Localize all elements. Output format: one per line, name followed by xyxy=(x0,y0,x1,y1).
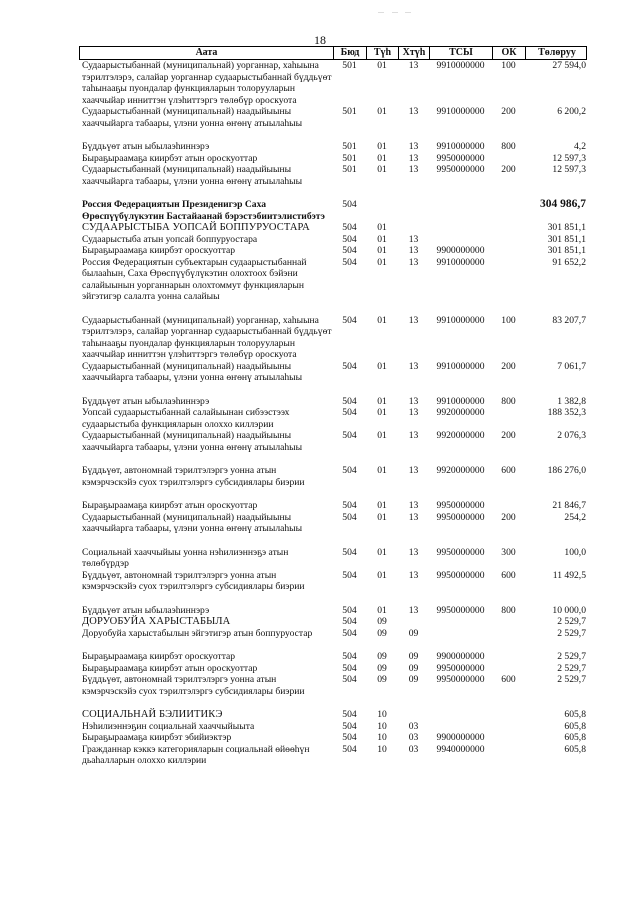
row-xtyh: 13 xyxy=(408,465,419,476)
row-biud: 504 xyxy=(342,546,357,558)
row-tsy: 9950000000 xyxy=(436,500,485,511)
header-biud: Бюд xyxy=(334,47,367,59)
row-biud: 504 xyxy=(342,430,357,441)
row-xtyh: 13 xyxy=(408,395,419,407)
row-xtyh: 13 xyxy=(408,106,419,117)
row-amount: 6 200,2 xyxy=(557,106,586,117)
table-row xyxy=(79,222,587,234)
row-amount: 83 207,7 xyxy=(552,314,586,326)
row-tyh: 09 xyxy=(377,627,387,639)
row-xtyh: 13 xyxy=(408,604,419,616)
scan-mark xyxy=(378,12,384,13)
row-ok: 200 xyxy=(501,106,516,117)
row-xtyh: 09 xyxy=(408,651,419,662)
row-ok: 800 xyxy=(501,604,516,616)
row-ok: 600 xyxy=(501,465,516,476)
row-tsy: 9950000000 xyxy=(436,662,485,674)
row-name: Бүддьүөт атын ыбылаэһиннэрэ xyxy=(82,604,210,616)
table-row xyxy=(79,257,587,303)
row-amount: 2 529,7 xyxy=(557,627,586,639)
row-name: Бүддьүөт, автономнай тэрилтэлэргэ уонна атын кэмэрчэскэйэ суох тэрилтэлэргэ субсидиялары биэрии xyxy=(82,569,305,592)
row-amount: 254,2 xyxy=(564,511,586,523)
row-amount: 301 851,1 xyxy=(547,222,586,233)
row-ok xyxy=(492,500,525,512)
row-xtyh: 13 xyxy=(408,233,419,245)
table-header xyxy=(79,46,587,60)
row-name: Быраҕыраамаҕа киирбэт атын ороскуоттар xyxy=(82,662,258,674)
row-name: Судаарыстыбаннай (муниципальнай) наадыйыыны хааччыйарга табаары, үлэни уонна өҥөнү атыылаһыы xyxy=(82,360,303,383)
row-amount: 91 652,2 xyxy=(552,256,586,268)
row-tyh: 01 xyxy=(377,141,387,152)
row-name: Судаарыстыбаннай (муниципальнай) уорганнар, хаһыына тэрилтэлэрэ, салайар уорганнар судаарыстыбаннай бүддьүөт таһынааҕы пуондалар функцияларын толорууларын хааччыйар инниттэн үлэһиттэргэ төлөбүр ороскуота xyxy=(82,60,332,106)
row-amount: 4,2 xyxy=(574,141,586,152)
row-amount: 605,8 xyxy=(564,720,586,732)
row-ok xyxy=(492,234,525,246)
row-tyh: 01 xyxy=(377,604,387,616)
row-tyh: 01 xyxy=(377,546,387,558)
table-row xyxy=(79,153,587,165)
row-xtyh: 13 xyxy=(408,430,419,441)
row-xtyh: 13 xyxy=(408,245,419,256)
row-xtyh xyxy=(398,616,429,628)
row-amount: 188 352,3 xyxy=(547,407,586,418)
row-name: Судаарыстыбаннай (муниципальнай) наадыйыыны хааччыйарга табаары, үлэни уонна өҥөнү атыылаһыы xyxy=(82,164,303,187)
row-name: Судаарыстыбаннай (муниципальнай) уорганнар, хаһыына тэрилтэлэрэ, салайар уорганнар судаарыстыбаннай бүддьүөт таһынааҕы пуондалар функцияларын толорууларын хааччыйар инниттэн үлэһиттэргэ төлөбүр ороскуота xyxy=(82,314,332,360)
page-number: 18 xyxy=(314,33,326,47)
row-tsy: 9900000000 xyxy=(436,732,485,743)
row-tyh: 01 xyxy=(377,360,387,372)
table-row xyxy=(79,245,587,257)
row-tsy: 9910000000 xyxy=(436,60,485,71)
row-xtyh: 03 xyxy=(408,720,419,732)
table-row xyxy=(79,234,587,246)
row-ok: 100 xyxy=(501,314,516,326)
row-ok xyxy=(492,744,525,767)
row-tyh: 01 xyxy=(377,511,387,523)
scan-mark xyxy=(392,12,398,13)
row-tsy xyxy=(429,222,492,234)
table-row xyxy=(79,616,587,628)
row-tyh: 01 xyxy=(377,430,387,441)
row-name: Быраҕыраамаҕа киирбэт атын ороскуоттар xyxy=(82,500,258,511)
header-xtyh: Хтүһ xyxy=(399,47,430,59)
row-tyh: 10 xyxy=(377,709,387,720)
row-tsy: 9910000000 xyxy=(436,314,485,326)
row-tsy: 9900000000 xyxy=(436,651,485,662)
row-spacer xyxy=(79,593,587,605)
row-tsy: 9950000000 xyxy=(436,604,485,616)
row-biud: 504 xyxy=(342,256,357,268)
row-tsy: 9910000000 xyxy=(436,141,485,152)
table-row xyxy=(79,547,587,570)
row-tyh: 01 xyxy=(377,164,387,175)
row-tyh: 01 xyxy=(377,222,387,233)
row-spacer xyxy=(79,129,587,141)
row-xtyh: 13 xyxy=(408,407,419,418)
row-biud: 504 xyxy=(342,245,357,256)
row-name: ДОРУОБУЙА ХАРЫСТАБЫЛА xyxy=(82,616,231,627)
row-ok xyxy=(492,709,525,721)
row-tyh: 01 xyxy=(377,106,387,117)
row-tyh: 01 xyxy=(377,60,387,71)
row-ok xyxy=(492,616,525,628)
row-ok: 300 xyxy=(501,546,516,558)
row-xtyh: 09 xyxy=(408,674,419,685)
row-tsy: 9910000000 xyxy=(436,106,485,117)
row-tsy: 9950000000 xyxy=(436,164,485,175)
row-tyh: 01 xyxy=(377,407,387,418)
row-name: Быраҕыраамаҕа киирбэт атын ороскуоттар xyxy=(82,152,258,164)
row-name: Бүддьүөт, автономнай тэрилтэлэргэ уонна атын кэмэрчэскэйэ суох тэрилтэлэргэ субсидиялары биэрии xyxy=(82,465,305,488)
row-biud: 504 xyxy=(342,511,357,523)
row-ok xyxy=(492,663,525,675)
row-tyh: 01 xyxy=(377,569,387,581)
row-biud: 504 xyxy=(342,199,357,210)
row-tsy xyxy=(429,199,492,222)
table-row xyxy=(79,361,587,384)
row-ok xyxy=(492,732,525,744)
row-xtyh: 09 xyxy=(408,662,419,674)
row-ok xyxy=(492,153,525,165)
row-xtyh: 13 xyxy=(408,164,419,175)
budget-table xyxy=(79,46,587,767)
row-biud: 504 xyxy=(342,616,357,627)
row-biud: 504 xyxy=(342,222,357,233)
row-biud: 504 xyxy=(342,627,357,639)
table-row xyxy=(79,396,587,408)
row-tyh: 09 xyxy=(377,662,387,674)
row-xtyh: 13 xyxy=(408,152,419,164)
header-tsy: ТСЫ xyxy=(430,47,493,59)
row-biud: 504 xyxy=(342,674,357,685)
row-amount: 2 529,7 xyxy=(557,616,586,627)
row-xtyh xyxy=(398,199,429,222)
row-ok: 200 xyxy=(501,360,516,372)
row-name: Судаарыстыбаннай (муниципальнай) наадыйыыны хааччыйарга табаары, үлэни уонна өҥөнү атыылаһыы xyxy=(82,430,303,453)
table-row xyxy=(79,315,587,361)
row-biud: 504 xyxy=(342,314,357,326)
row-tyh: 01 xyxy=(377,395,387,407)
row-name: Бүддьүөт атын ыбылаэһиннэрэ xyxy=(82,141,210,152)
row-tsy xyxy=(429,234,492,246)
row-xtyh xyxy=(398,222,429,234)
row-name: СОЦИАЛЬНАЙ БЭЛИИТИКЭ xyxy=(82,709,223,720)
row-spacer xyxy=(79,453,587,465)
row-biud: 501 xyxy=(342,164,357,175)
row-tyh: 01 xyxy=(377,314,387,326)
row-tsy xyxy=(429,709,492,721)
row-amount: 11 492,5 xyxy=(552,569,586,581)
row-tyh: 09 xyxy=(377,651,387,662)
row-name: Судаарыстыбаннай (муниципальнай) наадыйыыны хааччыйарга табаары, үлэни уонна өҥөнү атыылаһыы xyxy=(82,106,303,129)
row-amount: 301 851,1 xyxy=(547,233,586,245)
row-name: Судаарыстыба атын уопсай боппуруостара xyxy=(82,233,258,245)
row-tsy: 9910000000 xyxy=(436,395,485,407)
row-tyh xyxy=(366,199,398,222)
row-tyh: 09 xyxy=(377,616,387,627)
row-biud: 504 xyxy=(342,732,357,743)
row-tsy: 9950000000 xyxy=(436,152,485,164)
row-biud: 501 xyxy=(342,152,357,164)
header-tolor: Төлөруу xyxy=(538,47,576,58)
row-tyh: 01 xyxy=(377,465,387,476)
row-ok: 600 xyxy=(501,569,516,581)
row-amount: 1 382,8 xyxy=(557,395,586,407)
row-biud: 504 xyxy=(342,743,357,755)
row-tsy xyxy=(429,721,492,733)
row-ok xyxy=(492,721,525,733)
row-tsy: 9900000000 xyxy=(436,245,485,256)
table-row xyxy=(79,605,587,617)
table-row xyxy=(79,732,587,744)
table-row xyxy=(79,430,587,453)
row-tyh: 10 xyxy=(377,732,387,743)
table-row xyxy=(79,674,587,697)
row-name: Гражданнар кэккэ категорияларын социальнай өйөөһүн дьаһалларын олоххо киллэрии xyxy=(82,743,310,766)
row-biud: 504 xyxy=(342,360,357,372)
table-row xyxy=(79,709,587,721)
row-ok xyxy=(492,257,525,303)
row-amount: 12 597,3 xyxy=(552,164,586,175)
row-amount: 605,8 xyxy=(564,709,586,720)
row-tsy: 9910000000 xyxy=(436,360,485,372)
table-row xyxy=(79,628,587,640)
row-name: Бүддьүөт атын ыбылаэһиннэрэ xyxy=(82,395,210,407)
row-tsy: 9950000000 xyxy=(436,511,485,523)
header-name: Аата xyxy=(80,47,334,59)
row-name: СУДААРЫСТЫБА УОПСАЙ БОППУРУОСТАРА xyxy=(82,222,310,233)
row-tyh: 09 xyxy=(377,674,387,685)
row-xtyh: 13 xyxy=(408,256,419,268)
row-xtyh: 13 xyxy=(408,60,419,71)
row-name: Быраҕыраамаҕа киирбэт ороскуоттар xyxy=(82,651,236,662)
row-xtyh: 13 xyxy=(408,360,419,372)
table-body xyxy=(79,60,587,767)
row-tyh: 10 xyxy=(377,743,387,755)
row-ok xyxy=(492,245,525,257)
row-name: Бүддьүөт, автономнай тэрилтэлэргэ уонна атын кэмэрчэскэйэ суох тэрилтэлэргэ субсидиялары биэрии xyxy=(82,674,305,697)
row-name: Судаарыстыбаннай (муниципальнай) наадыйыыны хааччыйарга табаары, үлэни уонна өҥөнү атыылаһыы xyxy=(82,511,303,534)
row-xtyh: 03 xyxy=(408,732,419,743)
row-name: Быраҕыраамаҕа киирбэт ороскуоттар xyxy=(82,245,236,256)
row-amount: 304 986,7 xyxy=(540,198,586,210)
row-name: Россия Федерациятын субъектарын судаарыстыбаннай былааһын, Саха Өрөспүүбүлүкэтин олохтоох бэйэни салайыынын уорганнарын олохтоммут функцияларын эйгэтигэр салалта уонна салайыы xyxy=(82,256,307,302)
row-amount: 27 594,0 xyxy=(552,60,586,71)
row-amount: 2 076,3 xyxy=(557,430,586,441)
row-tyh: 01 xyxy=(377,256,387,268)
row-xtyh: 13 xyxy=(408,511,419,523)
row-xtyh: 09 xyxy=(408,627,419,639)
row-ok: 200 xyxy=(501,511,516,523)
row-amount: 301 851,1 xyxy=(547,245,586,256)
row-ok: 800 xyxy=(501,141,516,152)
row-tyh: 01 xyxy=(377,500,387,511)
row-spacer xyxy=(79,697,587,709)
row-ok xyxy=(492,407,525,430)
row-xtyh: 13 xyxy=(408,141,419,152)
row-tyh: 10 xyxy=(377,720,387,732)
row-tyh: 01 xyxy=(377,152,387,164)
table-row xyxy=(79,512,587,535)
row-name: Быраҕыраамаҕа киирбэт эбийиэктэр xyxy=(82,732,232,743)
row-ok: 200 xyxy=(501,430,516,441)
row-amount: 605,8 xyxy=(564,743,586,755)
row-xtyh: 13 xyxy=(408,546,419,558)
table-row xyxy=(79,721,587,733)
row-biud: 501 xyxy=(342,106,357,117)
table-row xyxy=(79,199,587,222)
row-biud: 504 xyxy=(342,709,357,720)
row-ok xyxy=(492,628,525,640)
table-row xyxy=(79,407,587,430)
row-tsy: 9950000000 xyxy=(436,674,485,685)
row-amount: 2 529,7 xyxy=(557,674,586,685)
row-amount: 2 529,7 xyxy=(557,662,586,674)
row-amount: 12 597,3 xyxy=(552,152,586,164)
row-name: Нэһилиэннэҕин социальнай хааччыйыыта xyxy=(82,720,255,732)
table-row xyxy=(79,164,587,187)
row-tsy: 9950000000 xyxy=(436,546,485,558)
row-biud: 504 xyxy=(342,407,357,418)
table-row xyxy=(79,60,587,106)
row-name: Россия Федерациятын Президенигэр Саха Өрөспүүбүлүкэтин Бастайаанай бэрэстэбиитэлистибэтэ xyxy=(82,199,325,222)
row-tsy: 9950000000 xyxy=(436,569,485,581)
row-ok xyxy=(492,222,525,234)
scan-mark xyxy=(405,12,411,13)
row-ok: 800 xyxy=(501,395,516,407)
row-tsy: 9910000000 xyxy=(436,256,485,268)
table-row xyxy=(79,570,587,593)
row-xtyh: 13 xyxy=(408,314,419,326)
row-biud: 504 xyxy=(342,569,357,581)
row-amount: 21 846,7 xyxy=(552,500,586,511)
row-spacer xyxy=(79,384,587,396)
table-row xyxy=(79,651,587,663)
row-amount: 7 061,7 xyxy=(557,360,586,372)
header-ok: ОК xyxy=(493,47,526,59)
row-tsy: 9920000000 xyxy=(436,465,485,476)
row-xtyh: 13 xyxy=(408,569,419,581)
header-tyh: Түһ xyxy=(367,47,399,59)
row-name: Социальнай хааччыйыы уонна нэһилиэннэҕэ атын төлөбүрдэр xyxy=(82,546,289,569)
row-xtyh xyxy=(398,709,429,721)
row-biud: 504 xyxy=(342,233,357,245)
row-biud: 501 xyxy=(342,60,357,71)
row-biud: 504 xyxy=(342,720,357,732)
row-spacer xyxy=(79,535,587,547)
row-ok: 200 xyxy=(501,164,516,175)
row-xtyh: 13 xyxy=(408,500,419,511)
row-spacer xyxy=(79,639,587,651)
row-amount: 605,8 xyxy=(564,732,586,743)
table-row xyxy=(79,500,587,512)
row-spacer xyxy=(79,488,587,500)
row-spacer xyxy=(79,187,587,199)
table-row xyxy=(79,106,587,129)
row-biud: 504 xyxy=(342,651,357,662)
row-biud: 504 xyxy=(342,500,357,511)
table-row xyxy=(79,663,587,675)
row-tsy: 9920000000 xyxy=(436,430,485,441)
row-ok: 600 xyxy=(501,674,516,685)
row-biud: 504 xyxy=(342,395,357,407)
row-amount: 186 276,0 xyxy=(547,465,586,476)
row-biud: 504 xyxy=(342,662,357,674)
row-name: Доруобуйа харыстабылын эйгэтигэр атын боппуруостар xyxy=(82,627,313,639)
row-biud: 504 xyxy=(342,604,357,616)
row-biud: 501 xyxy=(342,141,357,152)
row-ok: 100 xyxy=(501,60,516,71)
row-name: Уопсай судаарыстыбаннай салайыынан сибээстээх судаарыстыба функцияларын олоххо киллэрии xyxy=(82,407,290,430)
row-tsy xyxy=(429,628,492,640)
row-xtyh: 03 xyxy=(408,743,419,755)
row-tyh: 01 xyxy=(377,233,387,245)
row-tsy: 9920000000 xyxy=(436,407,485,418)
row-amount: 10 000,0 xyxy=(552,604,586,616)
row-amount: 100,0 xyxy=(564,546,586,558)
row-amount: 2 529,7 xyxy=(557,651,586,662)
table-row xyxy=(79,744,587,767)
row-biud: 504 xyxy=(342,465,357,476)
row-tsy xyxy=(429,616,492,628)
row-spacer xyxy=(79,303,587,315)
table-row xyxy=(79,465,587,488)
row-tsy: 9940000000 xyxy=(436,743,485,755)
row-ok xyxy=(492,651,525,663)
row-tyh: 01 xyxy=(377,245,387,256)
row-ok xyxy=(492,199,525,222)
table-row xyxy=(79,141,587,153)
